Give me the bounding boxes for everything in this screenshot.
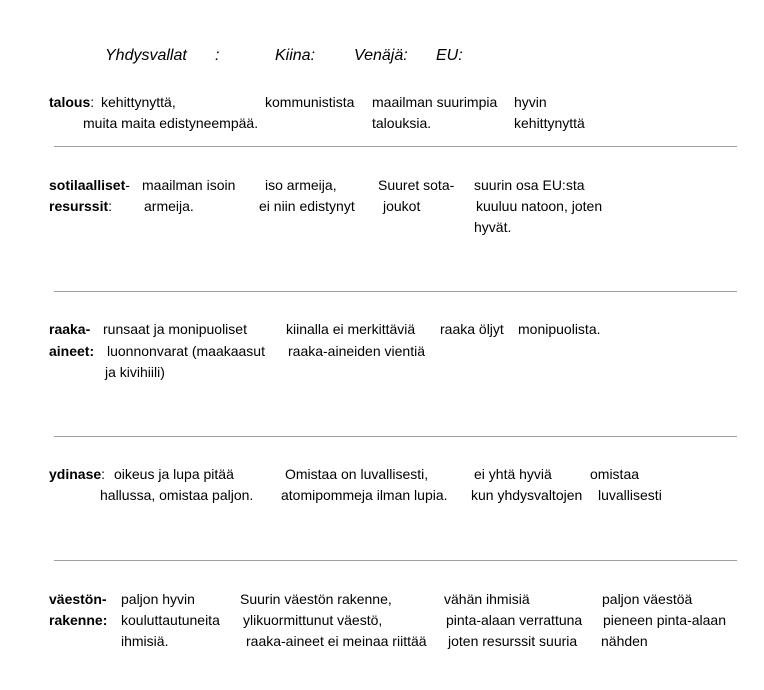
nuclear-usa-1: oikeus ja lupa pitää <box>114 466 234 482</box>
military-label-2: resurssit <box>49 198 109 214</box>
population-eu-1: paljon väestöä <box>602 591 693 607</box>
military-russia-2: joukot <box>383 198 421 214</box>
economy-russia-2: talouksia. <box>372 115 432 131</box>
military-label-1: sotilaalliset <box>49 177 126 193</box>
economy-label: talous <box>49 94 91 110</box>
population-eu-3: nähden <box>601 633 648 649</box>
economy-usa-1: kehittynyttä, <box>101 94 176 110</box>
population-label-2: rakenne: <box>49 612 108 628</box>
header-china: Kiina: <box>275 47 316 64</box>
economy-usa-2: muita maita edistyneempää. <box>83 115 259 131</box>
nuclear-usa-2: hallussa, omistaa paljon. <box>100 487 254 503</box>
population-usa-3: ihmisiä. <box>121 633 169 649</box>
header-colon: : <box>215 47 220 64</box>
resources-label-1: raaka- <box>49 321 91 337</box>
military-usa-2: armeija. <box>144 198 194 214</box>
population-china-3: raaka-aineet ei meinaa riittää <box>246 633 427 649</box>
economy-eu-2: kehittynyttä <box>514 115 585 131</box>
population-china-1: Suurin väestön rakenne, <box>240 591 392 607</box>
nuclear-label-line <box>49 466 105 482</box>
military-china-2: ei niin edistynyt <box>259 198 355 214</box>
section-divider <box>54 560 737 561</box>
population-china-2: ylikuormittunut väestö, <box>243 612 383 628</box>
resources-usa-2: luonnonvarat (maakaasut <box>107 343 265 359</box>
nuclear-sep: : <box>101 466 106 482</box>
nuclear-russia-2: kun yhdysvaltojen <box>471 487 583 503</box>
header-russia: Venäjä: <box>354 47 408 64</box>
population-russia-2: pinta-alaan verrattuna <box>446 612 583 628</box>
section-divider <box>54 436 737 437</box>
nuclear-label: ydinase <box>49 466 102 482</box>
economy-sep: : <box>90 94 95 110</box>
military-usa-1: maailman isoin <box>142 177 236 193</box>
section-divider <box>54 146 737 147</box>
military-sep: : <box>108 198 113 214</box>
economy-label-line <box>49 94 94 110</box>
population-usa-1: paljon hyvin <box>121 591 195 607</box>
nuclear-russia-1: ei yhtä hyviä <box>474 466 552 482</box>
economy-china: kommunistista <box>265 94 355 110</box>
military-russia-1: Suuret sota- <box>378 177 455 193</box>
population-eu-2: pieneen pinta-alaan <box>603 612 726 628</box>
military-dash: - <box>125 177 130 193</box>
nuclear-china-2: atomipommeja ilman lupia. <box>281 487 448 503</box>
population-russia-3: joten resurssit suuria <box>448 633 578 649</box>
resources-usa-1: runsaat ja monipuoliset <box>103 321 247 337</box>
header-eu: EU: <box>436 47 463 64</box>
resources-label-2: aineet: <box>49 343 95 359</box>
military-label-line-2 <box>49 198 112 214</box>
economy-eu-1: hyvin <box>514 94 547 110</box>
resources-eu: monipuolista. <box>518 321 601 337</box>
resources-china-1: kiinalla ei merkittäviä <box>286 321 416 337</box>
military-eu-2: kuuluu natoon, joten <box>476 198 603 214</box>
resources-usa-3: ja kivihiili) <box>105 364 165 380</box>
header-usa: Yhdysvallat <box>105 47 187 64</box>
nuclear-china-1: Omistaa on luvallisesti, <box>285 466 429 482</box>
military-eu-1: suurin osa EU:sta <box>474 177 585 193</box>
military-china-1: iso armeija, <box>265 177 337 193</box>
resources-china-2: raaka-aineiden vientiä <box>288 343 425 359</box>
population-russia-1: vähän ihmisiä <box>444 591 530 607</box>
military-eu-3: hyvät. <box>474 219 512 235</box>
nuclear-eu-1: omistaa <box>590 466 640 482</box>
military-label-line-1 <box>49 177 130 193</box>
nuclear-eu-2: luvallisesti <box>598 487 662 503</box>
population-label-1: väestön- <box>49 591 107 607</box>
section-divider <box>54 291 737 292</box>
population-usa-2: kouluttautuneita <box>121 612 220 628</box>
economy-russia-1: maailman suurimpia <box>372 94 498 110</box>
resources-russia: raaka öljyt <box>440 321 504 337</box>
